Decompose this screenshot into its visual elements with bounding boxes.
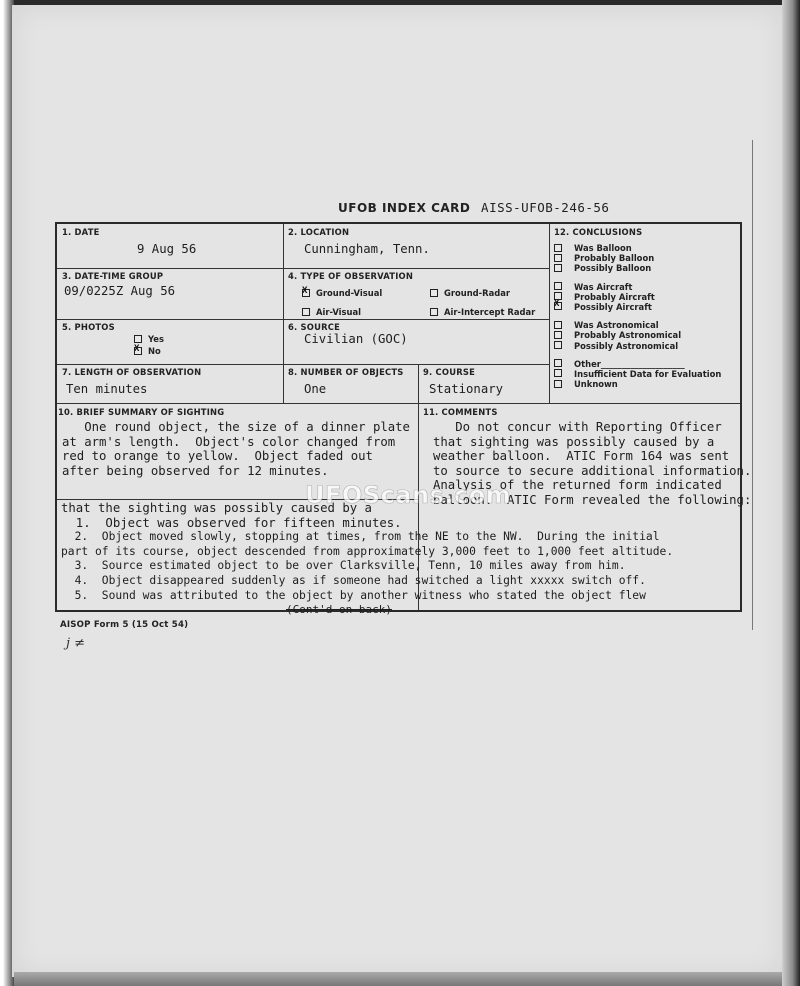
form-footer (60, 620, 188, 630)
option-label: Probably Balloon (574, 253, 655, 264)
option-ground-radar[interactable] (430, 288, 510, 298)
option-label: Possibly Astronomical (574, 340, 679, 351)
option-label: Probably Astronomical (574, 330, 682, 341)
conclusion-group-aircraft (554, 282, 721, 313)
conclusion-group-balloon (554, 243, 721, 274)
field-location (288, 227, 430, 257)
checkbox-icon[interactable] (302, 308, 310, 316)
option-photos-yes[interactable] (134, 334, 164, 344)
card-title-text: UFOB INDEX CARD (338, 201, 471, 215)
summary-line: at arm's length. Object's color changed from (62, 434, 396, 449)
field-summary-label: 10. BRIEF SUMMARY OF SIGHTING (58, 407, 225, 417)
option-label: Ground-Radar (444, 288, 511, 298)
checkbox-icon[interactable] (554, 321, 562, 329)
checkbox-checked-icon[interactable] (134, 347, 142, 355)
conclusion-insufficient-data[interactable] (554, 369, 721, 379)
field-objects-value: One (304, 382, 327, 396)
continuation-item: 2. Object moved slowly, stopping at times, from the NE to the NW. During the initial (61, 530, 660, 544)
option-label: Ground-Visual (316, 288, 383, 298)
conclusion-unknown[interactable] (554, 379, 721, 389)
field-source-value: Civilian (GOC) (304, 332, 408, 346)
checkbox-icon[interactable] (554, 341, 562, 349)
option-label: Other____________________ (574, 358, 685, 369)
summary-line: One round object, the size of a dinner plate (62, 420, 410, 434)
checkbox-icon[interactable] (430, 289, 438, 297)
conclusion-probably-astronomical[interactable] (554, 330, 721, 340)
continuation-text (61, 501, 673, 618)
checkbox-icon[interactable] (554, 264, 562, 272)
option-label: Yes (148, 334, 164, 344)
option-label: Possibly Aircraft (574, 301, 652, 312)
field-conclusions-label: 12. CONCLUSIONS (554, 227, 643, 237)
conclusion-possibly-astronomical[interactable] (554, 341, 721, 351)
field-photos (62, 322, 164, 356)
conclusion-was-balloon[interactable] (554, 243, 721, 253)
checkbox-icon[interactable] (430, 308, 438, 316)
option-label: Possibly Balloon (574, 263, 652, 274)
field-observation-type-label: 4. TYPE OF OBSERVATION (288, 271, 414, 281)
comment-line: to source to secure additional information. (433, 463, 752, 478)
option-ground-visual[interactable] (302, 288, 382, 298)
handwritten-initials: j ≠ (66, 636, 86, 651)
option-label: Unknown (574, 379, 618, 390)
option-label: Air-Visual (316, 307, 362, 317)
option-label: Was Astronomical (574, 320, 659, 331)
comment-line: that sighting was possibly caused by a (433, 434, 715, 449)
field-date-time-group (62, 271, 175, 299)
option-air-intercept-radar[interactable] (430, 307, 535, 317)
comment-line: weather balloon. ATIC Form 164 was sent (433, 449, 730, 464)
field-location-value: Cunningham, Tenn. (304, 242, 430, 256)
field-length (62, 367, 201, 397)
card-number: AISS-UFOB-246-56 (481, 200, 610, 215)
field-objects-label: 8. NUMBER OF OBJECTS (288, 367, 404, 377)
field-source-label: 6. SOURCE (288, 322, 340, 332)
comment-line: Do not concur with Reporting Officer (433, 420, 722, 434)
field-date-value: 9 Aug 56 (137, 242, 197, 256)
continuation-item: 5. Sound was attributed to the object by another witness who stated the object flew (61, 588, 646, 602)
option-label: Air-Intercept Radar (444, 307, 536, 317)
watermark: UFOScans.com (305, 481, 512, 509)
checkbox-checked-icon[interactable] (554, 302, 562, 310)
checkbox-icon[interactable] (554, 380, 562, 388)
checkbox-icon[interactable] (554, 331, 562, 339)
continued-on-back-note: (Cont'd on back) (286, 603, 392, 617)
continuation-item: 3. Source estimated object to be over Clarksville, Tenn, 10 miles away from him. (61, 559, 626, 573)
checkbox-icon[interactable] (134, 335, 142, 343)
option-label: Was Balloon (574, 243, 632, 253)
conclusion-was-aircraft[interactable] (554, 282, 721, 292)
summary-line: red to orange to yellow. Object faded out (62, 449, 373, 464)
continuation-item: part of its course, object descended from approximately 3,000 feet to 1,000 feet altitude. (61, 544, 674, 558)
conclusion-was-astronomical[interactable] (554, 320, 721, 330)
checkbox-icon[interactable] (554, 282, 562, 290)
comment-line: balloon. ATIC Form revealed the following: (433, 492, 752, 507)
field-length-value: Ten minutes (66, 382, 148, 396)
scan-bottom-edge (14, 972, 782, 986)
conclusion-possibly-aircraft[interactable] (554, 302, 721, 312)
continuation-lead: that the sighting was possibly caused by a (61, 501, 372, 515)
field-number-of-objects (288, 367, 404, 397)
option-label: No (148, 346, 161, 356)
conclusion-possibly-balloon[interactable] (554, 263, 721, 273)
field-comments-label: 11. COMMENTS (423, 407, 498, 417)
summary-line: after being observed for 12 minutes. (62, 463, 329, 478)
field-summary (58, 407, 410, 478)
option-label: Was Aircraft (574, 281, 633, 292)
field-dtg-label: 3. DATE-TIME GROUP (62, 271, 164, 281)
fold-line (752, 140, 753, 630)
field-conclusions (554, 227, 721, 389)
continuation-item: 1. Object was observed for fifteen minutes. (61, 515, 402, 530)
comment-line: Analysis of the returned form indicated (433, 478, 722, 493)
field-observation-type (288, 271, 546, 321)
field-length-label: 7. LENGTH OF OBSERVATION (62, 367, 202, 377)
form-number: AISOP Form 5 (15 Oct 54) (60, 620, 189, 630)
checkbox-icon[interactable] (554, 254, 562, 262)
conclusion-group-other (554, 359, 721, 390)
checkbox-icon[interactable] (554, 244, 562, 252)
field-date-label: 1. DATE (62, 227, 100, 237)
card-title (338, 200, 609, 215)
field-course-label: 9. COURSE (423, 367, 475, 377)
conclusion-probably-aircraft[interactable] (554, 292, 721, 302)
field-source (288, 322, 408, 347)
field-course (423, 367, 503, 397)
field-date (62, 227, 196, 257)
option-label: Insufficient Data for Evaluation (574, 368, 722, 379)
checkbox-icon[interactable] (554, 369, 562, 377)
index-card-form (55, 222, 752, 617)
conclusion-other[interactable] (554, 359, 721, 369)
scan-right-edge (782, 0, 800, 986)
option-photos-no[interactable] (134, 346, 164, 356)
field-photos-label: 5. PHOTOS (62, 322, 115, 332)
checkbox-icon[interactable] (554, 359, 562, 367)
checkbox-checked-icon[interactable] (302, 289, 310, 297)
continuation-item: 4. Object disappeared suddenly as if someone had switched a light xxxxx switch off. (61, 573, 646, 587)
field-location-label: 2. LOCATION (288, 227, 350, 237)
field-dtg-value: 09/0225Z Aug 56 (64, 284, 176, 298)
field-course-value: Stationary (429, 382, 504, 396)
conclusion-probably-balloon[interactable] (554, 253, 721, 263)
conclusion-group-astronomical (554, 320, 721, 351)
option-label: Probably Aircraft (574, 291, 655, 302)
option-air-visual[interactable] (302, 307, 361, 317)
